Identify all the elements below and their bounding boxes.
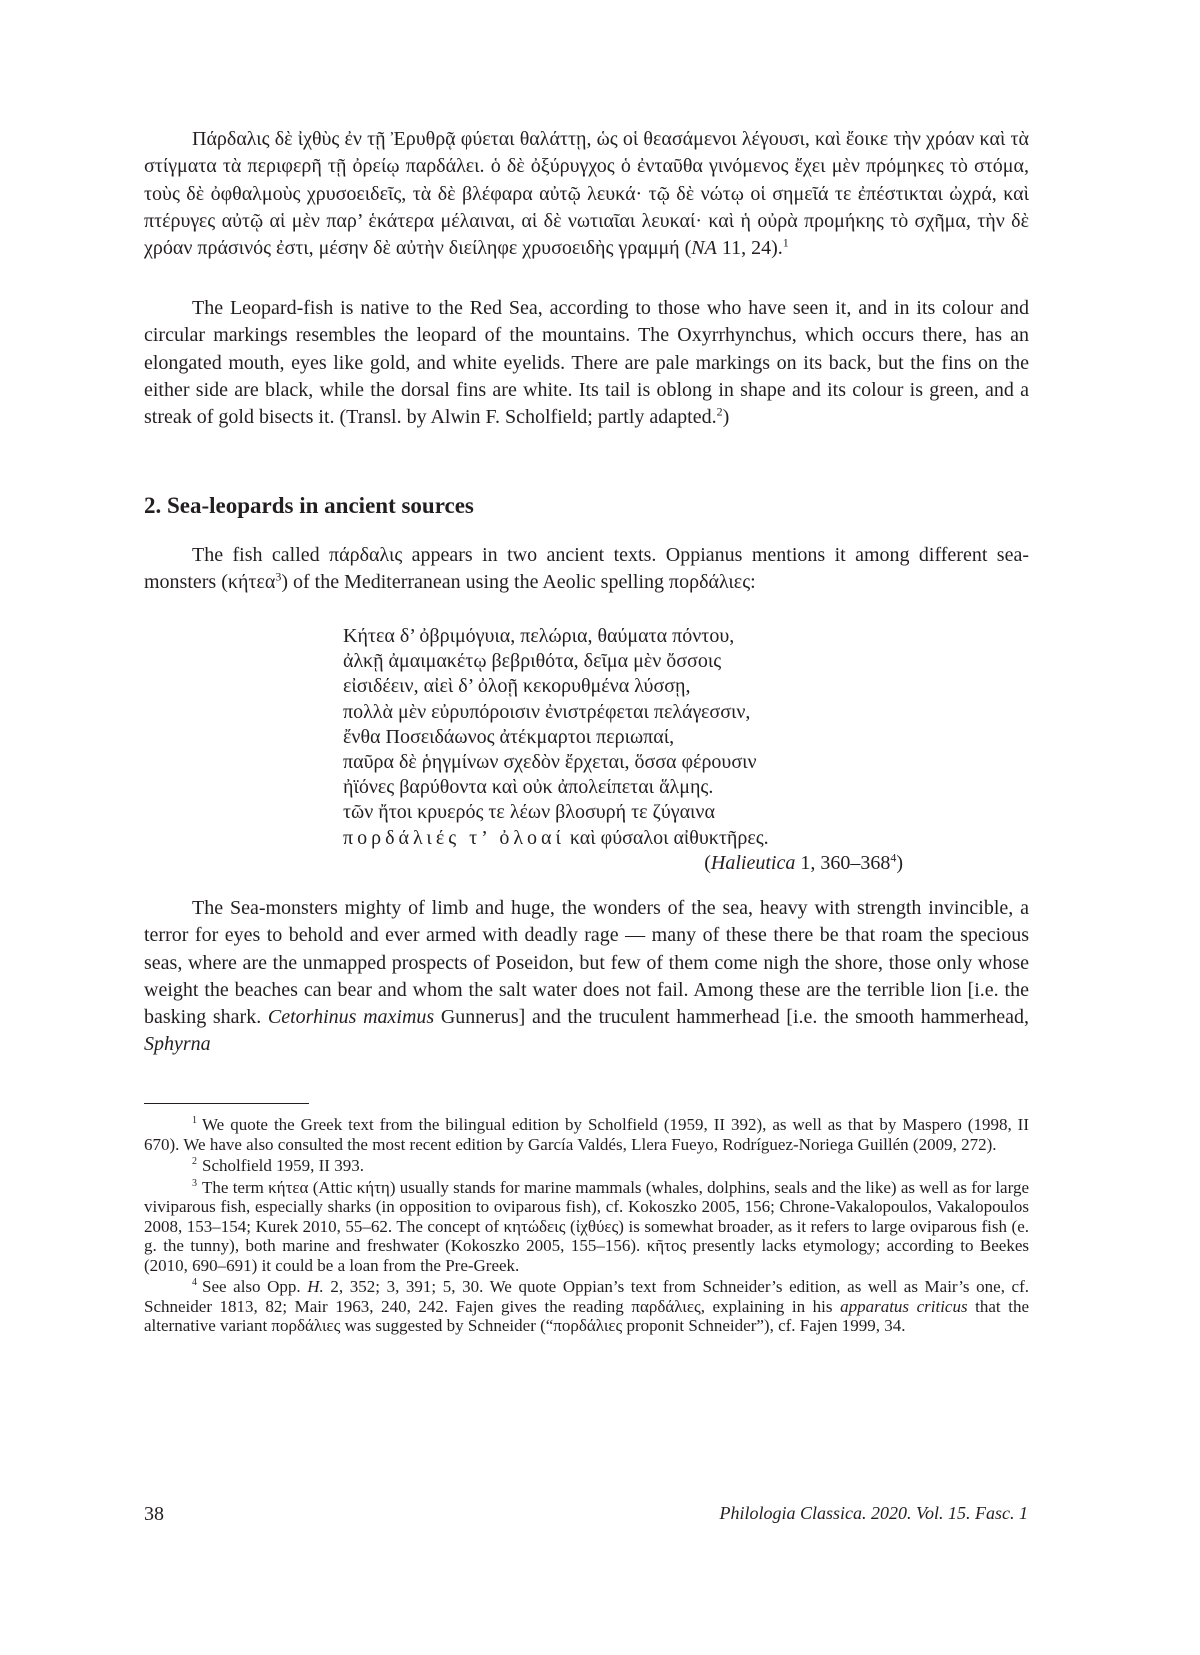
section-heading: 2. Sea-leopards in ancient sources [144, 493, 474, 518]
verse-line: ἀλκῇ ἀμαιμακέτῳ βεβριθότα, δεῖμα μὲν ὄσσοις [343, 650, 722, 673]
species-name: Sphyrna [144, 1033, 211, 1056]
intro-text-end: ) of the Mediterranean using the Aeolic spelling πορδάλιες: [281, 571, 756, 594]
footnote-3 [144, 1178, 1029, 1276]
verse-line-last [343, 826, 903, 851]
footnote-2 [144, 1156, 1029, 1176]
footnote-1 [144, 1115, 1029, 1154]
source-abbrev: NA [691, 237, 717, 260]
footnotes [144, 1115, 1029, 1338]
footnote-ref-3[interactable]: 3 [275, 569, 282, 584]
footnote-number: 4 [192, 1277, 197, 1289]
page-number: 38 [144, 1503, 164, 1525]
verse-line: ἠϊόνες βαρύθοντα καὶ οὐκ ἀπολείπεται ἅλμης. [343, 776, 714, 799]
greek-prose-paragraph [144, 126, 1029, 262]
footnote-text: 2, 352; 3, 391; 5, 30. We quote Oppian’s text from Schneider’s edition, as well as Mair’s one, cf. Schneider 1813, 82; Mair 1963, 240, 242. Fajen gives the reading παρδάλιες, explaining in his [144, 1277, 1029, 1316]
greek-quotation [144, 126, 1029, 262]
translation-paragraph [144, 295, 1029, 431]
citation-ref: 1, 360–368 [795, 851, 891, 874]
verse-citation [343, 851, 903, 876]
footnote-4 [144, 1277, 1029, 1336]
footnote-number: 2 [192, 1156, 197, 1168]
footnote-italic: apparatus criticus [840, 1296, 968, 1316]
translation-close: ) [722, 406, 730, 429]
species-name: Cetorhinus maximus [267, 1006, 435, 1029]
section-heading-block [144, 491, 1029, 521]
monsters-text-cont: Gunnerus] and the truculent hammerhead [i.e. the smooth hammerhead, [434, 1006, 1029, 1029]
verse-line: παῦρα δὲ ῥηγμίνων σχεδὸν ἔρχεται, ὅσσα φέρουσιν [343, 751, 757, 774]
intro-block [144, 542, 1029, 597]
intro-paragraph [144, 542, 1029, 597]
translation-text: The Leopard-fish is native to the Red Sea, according to those who have seen it, and in its colour and circular markings resembles the leopard of the mountains. The Oxyrrhynchus, which occurs there, has an elongated mouth, eyes like gold, and white eyelids. There are pale markings on its back, but the fins on the either side are black, while the dorsal fins are white. Its tail is oblong in shape and its colour is green, and a streak of gold bisects it. (Transl. by Alwin F. Scholfield; partly adapted. [144, 297, 1029, 429]
intro-text: The fish called πάρδαλις appears in two ancient texts. Oppianus mentions it among different sea-monsters (κήτεα [144, 544, 1029, 594]
footnote-italic: H. [307, 1277, 324, 1296]
monsters-text: The Sea-monsters mighty of limb and huge, the wonders of the sea, heavy with strength invincible, a terror for eyes to behold and ever armed with deadly rage — many of these there be that roam the specious seas, where are the unmapped prospects of Poseidon, but few of them come nigh the shore, those only whose weight the beaches can bear and whom the salt water does not fail. Among these are the terrible lion [i.e. the basking shark. [144, 897, 1029, 1029]
footnote-text: that the alternative variant πορδάλιες was suggested by Schneider (“πορδάλιες proponit Schneider”), cf. Fajen 1999, 34. [144, 1296, 1029, 1335]
footnote-ref-4[interactable]: 4 [890, 850, 897, 865]
citation-open: ( [704, 851, 711, 874]
footnote-number: 1 [192, 1115, 197, 1127]
verse-line: ἔνθα Ποσειδάωνος ἀτέκμαρτοι περιωπαί, [343, 725, 675, 748]
verse-line: τῶν ἤτοι κρυερός τε λέων βλοσυρή τε ζύγαινα [343, 801, 715, 824]
citation-work: Halieutica [710, 851, 796, 874]
greek-text: Πάρδαλις δὲ ἰχθὺς ἐν τῇ Ἐρυθρᾷ φύεται θαλάττῃ, ὡς οἱ θεασάμενοι λέγουσι, καὶ ἔοικε τὴν χρόαν καὶ τὰ στίγματα τὰ περιφερῆ τῇ ὀρείῳ παρδάλει. ὁ δὲ ὀξύρυγχος ὁ ἐνταῦθα γινόμενος ἔχει μὲν πρόμηκες τὸ στόμα, τοὺς δὲ ὀφθαλμοὺς χρυσοειδεῖς, τὰ δὲ βλέφαρα αὐτῷ λευκά· τῷ δὲ νώτῳ οἱ σημεῖά τε ἐπέστικται ὠχρά, καὶ πτέρυγες αὐτῷ αἱ μὲν παρ’ ἑκάτερα μέλαιναι, αἱ δὲ νωτιαῖαι λευκαί· καὶ ἡ οὐρὰ προμήκης τὸ σχῆμα, τὴν δὲ χρόαν πράσινός ἐστι, μέσην δὲ αὐτὴν διείληφε χρυσοειδὴς γραμμή ( [144, 128, 1029, 260]
footnote-text: Scholfield 1959, II 393. [202, 1156, 364, 1175]
running-footer: Philologia Classica. 2020. Vol. 15. Fasc. 1 [719, 1503, 1028, 1523]
footnote-ref-2[interactable]: 2 [716, 404, 723, 419]
footnote-text: We quote the Greek text from the bilingual edition by Scholfield (1959, II 392), as well as that by Maspero (1998, II 670). We have also consulted the most recent edition by García Valdés, Llera Fueyo, Rodríguez-Noriega Guillén (2009, 272). [144, 1115, 1029, 1154]
footnote-rule [144, 1103, 309, 1104]
monsters-paragraph [144, 895, 1029, 1059]
footnote-text: The term κήτεα (Attic κήτη) usually stands for marine mammals (whales, dolphins, seals and the like) as well as for large viviparous fish, especially sharks (in opposition to oviparous fish), cf. Kokoszko 2005, 156; Chrone-Vakalopoulos, Vakalopoulos 2008, 153–154; Kurek 2010, 55–62. The concept of κητώδεις (ἰχθύες) is somewhat broader, as it refers to large oviparous fish (e. g. the tunny), both marine and freshwater (Kokoszko 2005, 155–156). κῆτος presently lacks etymology; according to Beekes (2010, 690–691) it could be a loan from the Pre-Greek. [144, 1177, 1029, 1275]
footnote-number: 3 [192, 1177, 197, 1189]
citation-close: ) [896, 851, 903, 874]
monsters-translation-block [144, 895, 1029, 1059]
verse-quotation [343, 624, 903, 876]
spaced-emphasis: πορδάλιές τ’ ὀλοαί [343, 826, 565, 849]
translation-block [144, 295, 1029, 431]
footnote-text: See also Opp. [202, 1277, 308, 1296]
verse-line: Κήτεα δ’ ὀβριμόγυια, πελώρια, θαύματα πόντου, [343, 625, 735, 647]
verse-line-rest: καὶ φύσαλοι αἰθυκτῆρες. [564, 826, 769, 849]
verse-line: εἰσιδέειν, αἰεὶ δ’ ὀλοῇ κεκορυθμένα λύσσῃ, [343, 675, 691, 698]
footnote-ref-1[interactable]: 1 [782, 235, 789, 250]
verse-line: πολλὰ μὲν εὐρυπόροισιν ἐνιστρέφεται πελάγεσσιν, [343, 700, 751, 723]
source-ref: 11, 24). [716, 237, 783, 260]
